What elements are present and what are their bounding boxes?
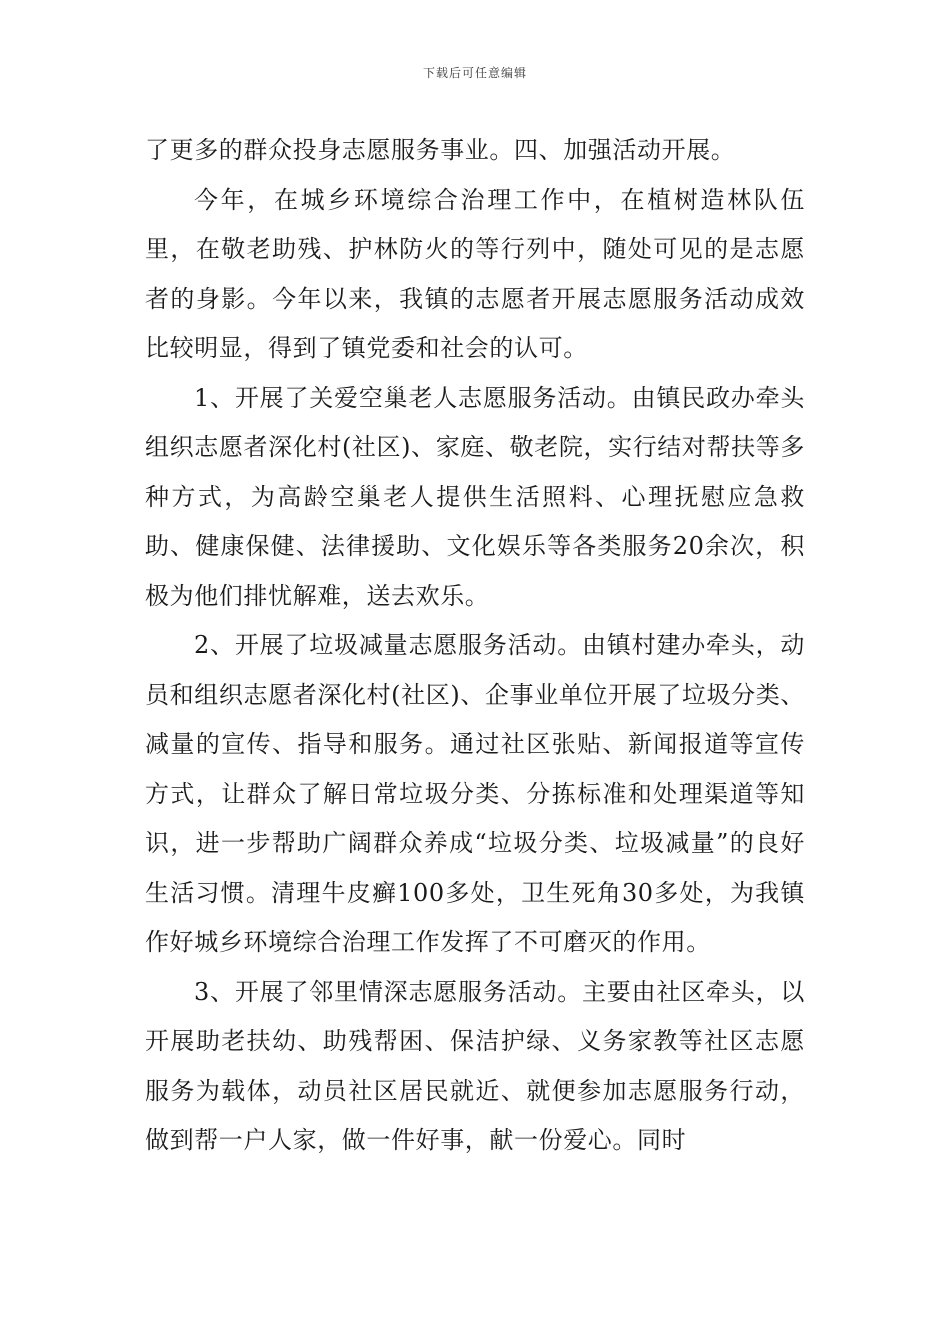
paragraph-intro: 今年，在城乡环境综合治理工作中，在植树造林队伍里，在敬老助残、护林防火的等行列中，随处可见的是志愿者的身影。今年以来，我镇的志愿者开展志愿服务活动成效比较明显，得到了镇党委和社会的认可。 bbox=[145, 185, 805, 362]
document-body bbox=[145, 126, 805, 1166]
header-note: 下载后可任意编辑 bbox=[422, 66, 527, 80]
paragraph-continuation: 了更多的群众投身志愿服务事业。四、加强活动开展。 bbox=[145, 136, 736, 164]
paragraph-item-3: 3、开展了邻里情深志愿服务活动。主要由社区牵头，以开展助老扶幼、助残帮困、保洁护绿、义务家教等社区志愿服务为载体，动员社区居民就近、就便参加志愿服务行动，做到帮一户人家，做一件好事，献一份爱心。同时 bbox=[145, 977, 805, 1154]
paragraph-item-1: 1、开展了关爱空巢老人志愿服务活动。由镇民政办牵头组织志愿者深化村(社区)、家庭、敬老院，实行结对帮扶等多种方式，为高龄空巢老人提供生活照料、心理抚慰应急救助、健康保健、法律援助、文化娱乐等各类服务20余次，积极为他们排忧解难，送去欢乐。 bbox=[145, 383, 805, 610]
paragraph-item-2: 2、开展了垃圾减量志愿服务活动。由镇村建办牵头，动员和组织志愿者深化村(社区)、企事业单位开展了垃圾分类、减量的宣传、指导和服务。通过社区张贴、新闻报道等宣传方式，让群众了解日常垃圾分类、分拣标准和处理渠道等知识，进一步帮助广阔群众养成“垃圾分类、垃圾减量”的良好生活习惯。清理牛皮癣100多处，卫生死角30多处，为我镇作好城乡环境综合治理工作发挥了不可磨灭的作用。 bbox=[145, 631, 805, 956]
